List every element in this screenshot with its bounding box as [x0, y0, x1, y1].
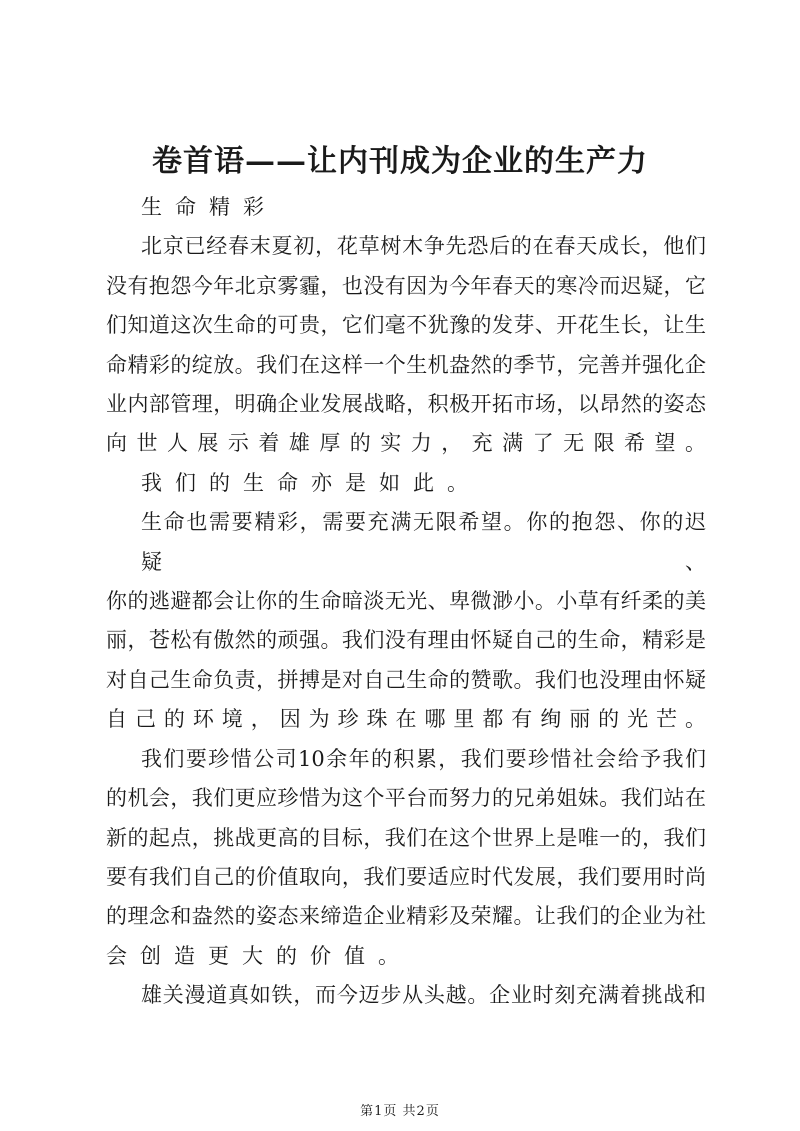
- document-body: [106, 188, 706, 1016]
- paragraph-line: 对自己生命负责，拼搏是对自己生命的赞歌。我们也没理由怀疑: [106, 667, 706, 692]
- paragraph-line: 要有我们自己的价值取向，我们要适应时代发展，我们要用时尚: [106, 864, 706, 889]
- paragraph-line: 雄关漫道真如铁，而今迈步从头越。企业时刻充满着挑战和: [141, 983, 706, 1008]
- paragraph-line: 没有抱怨今年北京雾霾，也没有因为今年春天的寒冷而迟疑，它: [106, 273, 706, 298]
- paragraph-line: 新的起点，挑战更高的目标，我们在这个世界上是唯一的，我们: [106, 825, 706, 850]
- paragraph-line: 命精彩的绽放。我们在这样一个生机盎然的季节，完善并强化企: [106, 352, 706, 377]
- paragraph-line: 生命也需要精彩，需要充满无限希望。你的抱怨、你的迟疑、: [141, 510, 706, 574]
- paragraph-line: 我们要珍惜公司10余年的积累，我们要珍惜社会给予我们: [141, 746, 706, 771]
- paragraph-line: 我们的生命亦是如此。: [141, 470, 481, 495]
- paragraph-line: 的机会，我们更应珍惜为这个平台而努力的兄弟姐妹。我们站在: [106, 786, 706, 811]
- paragraph-line: 会创造更大的价值。: [106, 943, 412, 968]
- paragraph-line: 丽，苍松有傲然的顽强。我们没有理由怀疑自己的生命，精彩是: [106, 628, 706, 653]
- page-number-footer: 第1页 共2页: [360, 1104, 440, 1119]
- paragraph-line: 自己的环境，因为珍珠在哪里都有绚丽的光芒。: [106, 707, 706, 732]
- document-title: 卷首语——让内刊成为企业的生产力: [152, 144, 648, 179]
- paragraph-line: 们知道这次生命的可贵，它们毫不犹豫的发芽、开花生长，让生: [106, 313, 706, 338]
- paragraph-line: 向世人展示着雄厚的实力，充满了无限希望。: [106, 431, 706, 456]
- paragraph-line: 业内部管理，明确企业发展战略，积极开拓市场，以昂然的姿态: [106, 392, 706, 417]
- subheading: 生命精彩: [141, 195, 277, 219]
- paragraph-line: 的理念和盎然的姿态来缔造企业精彩及荣耀。让我们的企业为社: [106, 904, 706, 929]
- paragraph-line: 北京已经春末夏初，花草树木争先恐后的在春天成长，他们: [141, 234, 706, 259]
- paragraph-line: 你的逃避都会让你的生命暗淡无光、卑微渺小。小草有纤柔的美: [106, 589, 706, 614]
